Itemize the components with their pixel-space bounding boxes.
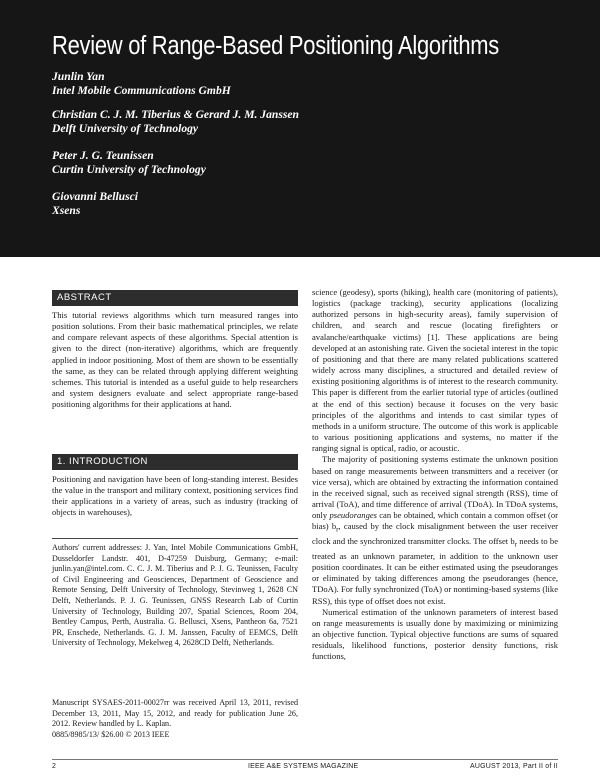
introduction-heading: 1. INTRODUCTION bbox=[52, 454, 298, 470]
page-number: 2 bbox=[52, 763, 57, 770]
abstract-body bbox=[52, 310, 298, 410]
author-name: Giovanni Bellusci bbox=[52, 190, 138, 203]
right-column bbox=[312, 287, 558, 663]
title-banner bbox=[0, 0, 600, 257]
author-affiliation: Curtin University of Technology bbox=[52, 163, 206, 176]
magazine-name: IEEE A&E SYSTEMS MAGAZINE bbox=[248, 763, 359, 770]
copyright-note: 0885/8985/13/ $26.00 © 2013 IEEE bbox=[52, 730, 170, 739]
introduction-text: Positioning and navigation have been of long-standing interest. Besides the value in the transport and military context, positioning services find their applications in a variety of areas, such as industry (tracking of objects in warehouses), bbox=[52, 474, 298, 518]
author-affiliation: Xsens bbox=[52, 204, 81, 217]
pseudoranges-term: pseudoranges bbox=[329, 510, 377, 521]
footnote-divider bbox=[52, 538, 298, 539]
author-name: Junlin Yan bbox=[52, 70, 105, 83]
paper-title: Review of Range-Based Positioning Algorithms bbox=[52, 32, 499, 60]
author-name: Peter J. G. Teunissen bbox=[52, 149, 154, 162]
author-affiliation: Delft University of Technology bbox=[52, 122, 199, 135]
abstract-heading: ABSTRACT bbox=[52, 290, 298, 306]
body-paragraph: science (geodesy), sports (hiking), health care (monitoring of patients), logistics (package tracking), security applications (localizing authorized persons in high-security areas), family supervision of children, and search and rescue (locating firefighters or avalanche/earthquake victims) [1]. These applications are being developed at an astonishing rate. Given the societal interest in the topic of positioning and that there are many related publications scattered widely across many disciplines, a structured and detailed review of existing positioning algorithms is of interest to the research community. This paper is different from the earlier tutorial type of articles (outlined at the end of this section) because it focuses on the very basic principles of the algorithms and intends to cast similar types of methods in a uniform structure. The outcome of this work is applicable to various positioning applications and systems, no matter if the ranging signal is optical, radio, or acoustic. bbox=[312, 287, 558, 454]
body-paragraph: The majority of positioning systems estimate the unknown position based on range measurements between transmitters and a receiver (or vice versa), which are obtained by extracting the information contained in the received signal, such as received signal strength (RSS), time of arrival (ToA), and time difference of arrival (TDoA). In TDoA systems, only pseudoranges can be obtained, which contain a common offset (or bias) $b_r$, caused by the clock misalignment between the user receiver clock and the synchronized transmitter clocks. The offset $b_r$ needs to be treated as an unknown parameter, in addition to the unknown user position coordinates. It can be either estimated using the pseudoranges or eliminated by taking differences among the pseudoranges (hence, TDoA). For fully synchronized (ToA) or nontiming-based systems (like RSS), this type of offset does not exist. bbox=[312, 454, 558, 606]
author-affiliation: Intel Mobile Communications GmbH bbox=[52, 84, 231, 97]
introduction-body bbox=[52, 474, 298, 519]
abstract-text: This tutorial reviews algorithms which turn measured ranges into position solutions. From their basic mathematical principles, we relate and compare relevant aspects of these algorithms. Special attention is given to the direct (non-iterative) algorithms, which are frequently applied in indoor positioning. Most of them are shown to be essentially the same, as they can be related through applying different weighting schemes. This tutorial is intended as a useful guide to help researchers and system designers evaluate and select appropriate range-based positioning algorithms for their applications at hand. bbox=[52, 310, 298, 410]
footer-rule bbox=[52, 759, 558, 760]
body-paragraph: Numerical estimation of the unknown parameters of interest based on range measurements is usually done by maximizing or minimizing an objective function. Typical objective functions are sums of squared residuals, likelihood functions, posterior density functions, risk functions, bbox=[312, 606, 558, 662]
manuscript-note: Manuscript SYSAES-2011-00027rr was received April 13, 2011, revised December 13, 2011, May 15, 2012, and ready for publication June 26, 2012. Review handled by L. Kaplan. bbox=[52, 698, 298, 729]
author-name: Christian C. J. M. Tiberius & Gerard J. M. Janssen bbox=[52, 108, 299, 121]
issue-info: AUGUST 2013, Part II of II bbox=[470, 763, 558, 770]
author-addresses: Authors' current addresses: J. Yan, Intel Mobile Communications GmbH, Dusseldorfer Landstr. 401, D-47259 Duisburg, Germany; e-mail: junlin.yan@intel.com. C. C. J. M. Tiberius and P. J. G. Teunissen, Faculty of Civil Engineering and Geosciences, Department of Geoscience and Remote Sensing, Delft University of Technology, Stevinweg 1, 2628 CN Delft, Netherlands. P. J. G. Teunissen, GNSS Research Lab of Curtin University of Technology, Building 207, Spatial Sciences, Room 204, Bentley Campus, Perth, Australia. G. Bellusci, Xsens, Pantheon 6a, 7521 PR, Enschede, Netherlands. G. J. M. Janssen, Faculty of EEMCS, Delft University of Technology, Mekelweg 4, 2628CD Delft, Netherlands. bbox=[52, 543, 298, 648]
